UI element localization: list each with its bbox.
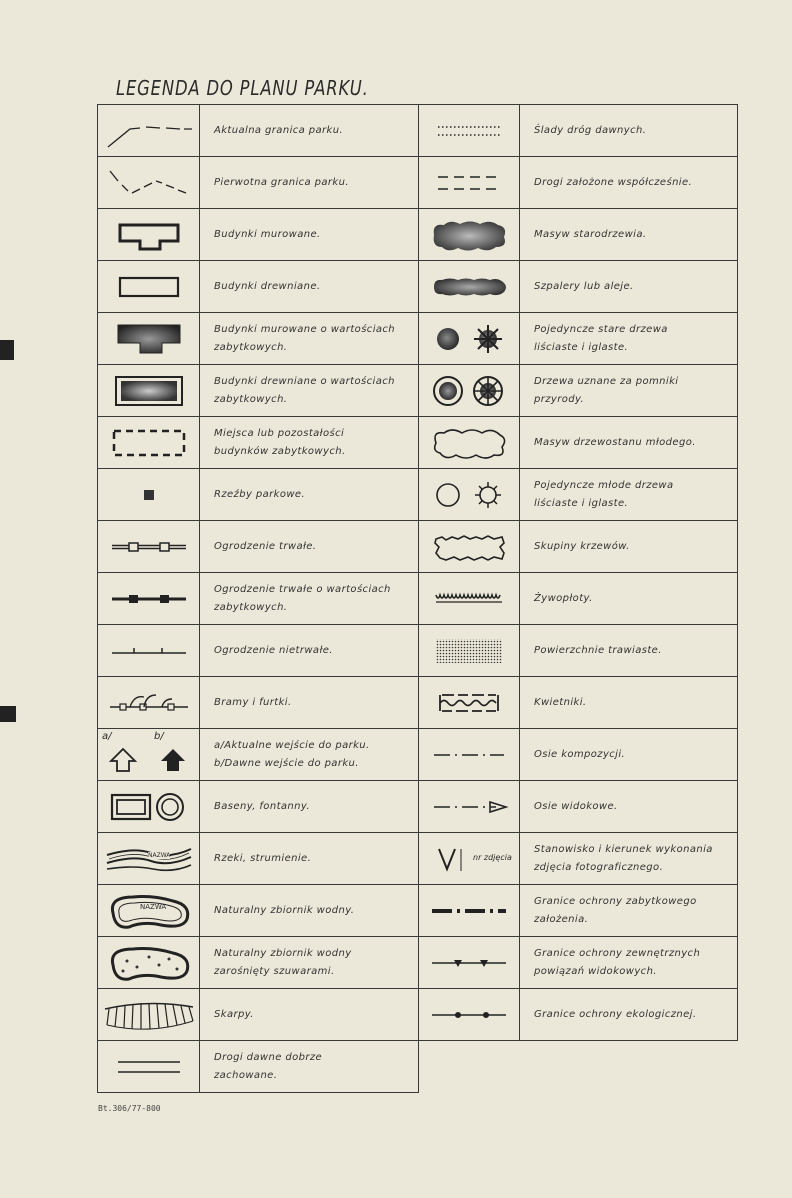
legend-row bbox=[98, 365, 419, 417]
scan-mark bbox=[0, 706, 16, 722]
legend-label: Ogrodzenie nietrwałe. bbox=[214, 644, 333, 656]
old-road-traces-icon bbox=[424, 111, 514, 151]
wooden-building-icon bbox=[104, 267, 194, 307]
legend-label: Budynki drewniane. bbox=[214, 280, 321, 292]
legend-row bbox=[419, 521, 738, 573]
legend-row bbox=[98, 781, 419, 833]
preserved-old-road-icon bbox=[104, 1047, 194, 1087]
modern-road-icon bbox=[424, 163, 514, 203]
river-name-tag: NAZWA bbox=[148, 852, 171, 859]
legend-label: Drogi założone współcześnie. bbox=[534, 176, 693, 188]
legend-row bbox=[98, 937, 419, 989]
reed-pond-icon bbox=[103, 941, 195, 985]
ecological-protection-boundary-icon bbox=[424, 995, 514, 1035]
legend-label: Bramy i furtki. bbox=[214, 696, 292, 708]
avenue-icon bbox=[424, 267, 514, 307]
footnote: Bt.306/77-800 bbox=[98, 1104, 161, 1113]
legend-label: Drogi dawne dobrze zachowane. bbox=[214, 1051, 323, 1081]
legend-row bbox=[98, 677, 419, 729]
legend-row bbox=[98, 313, 419, 365]
legend-label: Ogrodzenie trwałe o wartościach zabytkowych. bbox=[214, 583, 391, 613]
hedge-icon bbox=[424, 579, 514, 619]
historic-wooden-building-icon bbox=[104, 371, 194, 411]
view-axis-icon bbox=[424, 787, 514, 827]
composition-axis-icon bbox=[424, 735, 514, 775]
legend-row bbox=[98, 469, 419, 521]
original-boundary-icon bbox=[104, 163, 194, 203]
legend-label: Rzeki, strumienie. bbox=[214, 852, 312, 864]
legend-label: Baseny, fontanny. bbox=[214, 800, 311, 812]
legend-label: Granice ochrony ekologicznej. bbox=[534, 1008, 697, 1020]
legend-row bbox=[419, 625, 738, 677]
heritage-protection-boundary-icon bbox=[424, 891, 514, 931]
legend-row bbox=[419, 417, 738, 469]
permanent-fence-icon bbox=[104, 527, 194, 567]
legend-label: Powierzchnie trawiaste. bbox=[534, 644, 662, 656]
legend-label: Budynki murowane o wartościach zabytkowych. bbox=[214, 323, 396, 353]
legend-row bbox=[419, 573, 738, 625]
scan-mark bbox=[0, 340, 14, 360]
legend-label: Pierwotna granica parku. bbox=[214, 176, 349, 188]
legend-label: Budynki drewniane o wartościach zabytkowych. bbox=[214, 375, 395, 405]
pool-fountain-icon bbox=[104, 787, 194, 827]
legend-row bbox=[98, 105, 419, 157]
legend-row bbox=[98, 157, 419, 209]
legend-label: Skarpy. bbox=[214, 1008, 254, 1020]
escarpment-icon bbox=[101, 995, 197, 1035]
legend-label: Aktualna granica parku. bbox=[214, 124, 344, 136]
natural-monument-tree-icon bbox=[424, 371, 514, 411]
legend-row bbox=[98, 417, 419, 469]
legend-row bbox=[419, 677, 738, 729]
legend-row bbox=[419, 937, 738, 989]
legend-label: Ślady dróg dawnych. bbox=[534, 124, 647, 136]
legend-row bbox=[98, 209, 419, 261]
pond-name-tag: NAZWA bbox=[140, 903, 167, 911]
entrance-tag-b: b/ bbox=[154, 731, 164, 742]
historic-fence-icon bbox=[104, 579, 194, 619]
legend-label: Osie widokowe. bbox=[534, 800, 618, 812]
gate-icon bbox=[104, 683, 194, 723]
legend-table-right bbox=[418, 104, 738, 1041]
legend-label: Osie kompozycji. bbox=[534, 748, 626, 760]
legend-label: Pojedyncze stare drzewa liściaste i iglaste. bbox=[534, 323, 668, 353]
historic-building-remains-icon bbox=[104, 423, 194, 463]
young-tree-mass-icon bbox=[424, 423, 514, 463]
legend-row bbox=[98, 729, 419, 781]
legend-row bbox=[98, 261, 419, 313]
legend-label: Naturalny zbiornik wodny zarośnięty szuwarami. bbox=[214, 947, 352, 977]
legend-row bbox=[419, 313, 738, 365]
legend-label: Żywopłoty. bbox=[534, 592, 593, 604]
current-boundary-icon bbox=[104, 111, 194, 151]
legend-label: Kwietniki. bbox=[534, 696, 587, 708]
legend-row bbox=[98, 885, 419, 937]
legend-label: Granice ochrony zewnętrznych powiązań widokowych. bbox=[534, 947, 701, 977]
legend-row bbox=[98, 989, 419, 1041]
photo-number-tag: nr zdjęcia bbox=[473, 853, 512, 862]
legend-label: Masyw starodrzewia. bbox=[534, 228, 647, 240]
old-tree-mass-icon bbox=[424, 215, 514, 255]
legend-row bbox=[98, 833, 419, 885]
legend-label: Naturalny zbiornik wodny. bbox=[214, 904, 355, 916]
legend-table-left bbox=[97, 104, 419, 1093]
legend-row bbox=[419, 989, 738, 1041]
flowerbed-icon bbox=[424, 683, 514, 723]
legend-label: Budynki murowane. bbox=[214, 228, 321, 240]
legend-row bbox=[98, 573, 419, 625]
entrance-arrows-icon bbox=[101, 733, 197, 777]
view-protection-boundary-icon bbox=[424, 943, 514, 983]
legend-row bbox=[419, 209, 738, 261]
legend-row bbox=[98, 1041, 419, 1093]
brick-building-icon bbox=[104, 215, 194, 255]
young-single-trees-icon bbox=[424, 475, 514, 515]
legend-label: Ogrodzenie trwałe. bbox=[214, 540, 317, 552]
legend-label: Stanowisko i kierunek wykonania zdjęcia fotograficznego. bbox=[534, 843, 713, 873]
legend-label: a/Aktualne wejście do parku. b/Dawne wejście do parku. bbox=[214, 739, 370, 769]
entrance-tag-a: a/ bbox=[102, 731, 112, 742]
temporary-fence-icon bbox=[104, 631, 194, 671]
legend-label: Drzewa uznane za pomniki przyrody. bbox=[534, 375, 679, 405]
legend-row bbox=[419, 833, 738, 885]
page-title: LEGENDA DO PLANU PARKU. bbox=[116, 76, 369, 100]
legend-label: Pojedyncze młode drzewa liściaste i iglaste. bbox=[534, 479, 674, 509]
legend-row bbox=[419, 781, 738, 833]
legend-row bbox=[98, 625, 419, 677]
legend-row bbox=[419, 157, 738, 209]
sculpture-icon bbox=[104, 475, 194, 515]
legend-row bbox=[419, 729, 738, 781]
shrub-group-icon bbox=[424, 527, 514, 567]
legend-label: Szpalery lub aleje. bbox=[534, 280, 634, 292]
legend-row bbox=[419, 105, 738, 157]
historic-brick-building-icon bbox=[104, 319, 194, 359]
legend-label: Skupiny krzewów. bbox=[534, 540, 630, 552]
legend-label: Granice ochrony zabytkowego założenia. bbox=[534, 895, 697, 925]
legend-label: Rzeźby parkowe. bbox=[214, 488, 306, 500]
legend-row bbox=[98, 521, 419, 573]
legend-row bbox=[419, 261, 738, 313]
legend-row bbox=[419, 885, 738, 937]
old-single-trees-icon bbox=[424, 319, 514, 359]
legend-row bbox=[419, 365, 738, 417]
legend-row bbox=[419, 469, 738, 521]
legend-label: Miejsca lub pozostałości budynków zabytkowych. bbox=[214, 427, 346, 457]
lawn-icon bbox=[424, 631, 514, 671]
legend-label: Masyw drzewostanu młodego. bbox=[534, 436, 696, 448]
